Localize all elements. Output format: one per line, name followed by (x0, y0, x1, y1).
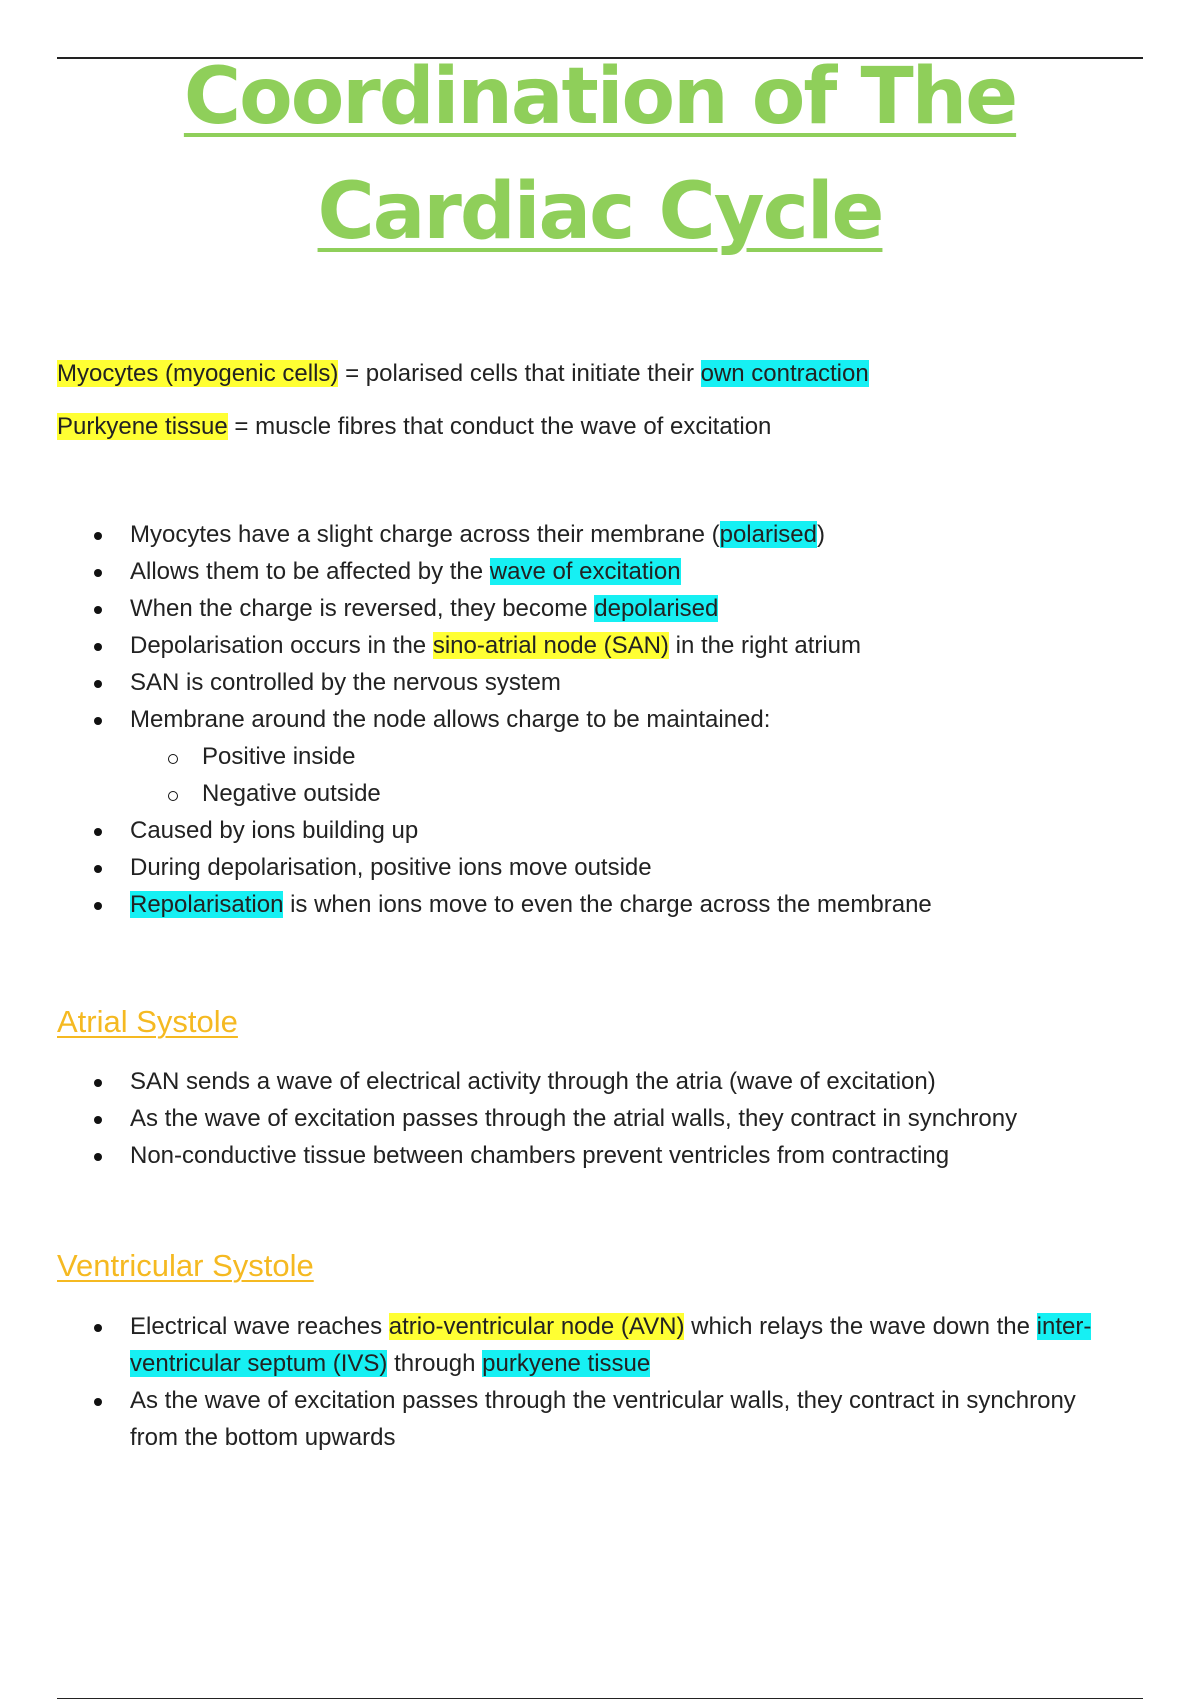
highlight: inter-ventricular septum (IVS) (130, 1313, 1092, 1377)
list-item: Caused by ions building up (57, 812, 1147, 849)
highlight: sino-atrial node (SAN) (432, 632, 669, 659)
definition-text: = polarised cells that initiate their (338, 360, 701, 387)
definition-myocytes (57, 358, 869, 390)
list-item: Depolarisation occurs in the sino-atrial node (SAN) in the right atrium (57, 627, 1147, 664)
definition-purkyene (57, 411, 771, 443)
definition-highlight: own contraction (700, 360, 869, 387)
section-heading-atrial-systole: Atrial Systole (57, 1004, 238, 1039)
definition-term: Purkyene tissue (57, 413, 228, 440)
list-item: Electrical wave reaches atrio-ventricular node (AVN) which relays the wave down the inter-ventricular septum (IVS) through purkyene tissue (57, 1308, 1117, 1382)
list-item: SAN sends a wave of electrical activity through the atria (wave of excitation) (57, 1063, 1147, 1100)
list-item: Non-conductive tissue between chambers prevent ventricles from contracting (57, 1137, 1147, 1174)
list-item: Membrane around the node allows charge to be maintained: (57, 701, 1147, 738)
highlight: polarised (719, 521, 817, 548)
highlight: depolarised (594, 595, 719, 622)
intro-bullet-list (57, 516, 1147, 923)
list-item: Allows them to be affected by the wave of excitation (57, 553, 1147, 590)
list-item: Repolarisation is when ions move to even the charge across the membrane (57, 886, 1147, 923)
atrial-bullet-list (57, 1063, 1147, 1174)
highlight: wave of excitation (489, 558, 681, 585)
sub-list-item: Negative outside (57, 775, 1147, 812)
list-item: As the wave of excitation passes through the ventricular walls, they contract in synchrony from the bottom upwards (57, 1382, 1117, 1456)
definition-text: = muscle fibres that conduct the wave of excitation (227, 413, 772, 440)
list-item: As the wave of excitation passes through the atrial walls, they contract in synchrony (57, 1100, 1147, 1137)
page-title (0, 40, 1200, 270)
title-line-1: Coordination of The (183, 52, 1017, 142)
highlight: Repolarisation (130, 891, 284, 918)
list-item: During depolarisation, positive ions move outside (57, 849, 1147, 886)
list-item: When the charge is reversed, they become depolarised (57, 590, 1147, 627)
ventricular-bullet-list (57, 1308, 1117, 1456)
definition-term: Myocytes (myogenic cells) (57, 360, 339, 387)
sub-list-item: Positive inside (57, 738, 1147, 775)
list-item: Myocytes have a slight charge across their membrane (polarised) (57, 516, 1147, 553)
highlight: purkyene tissue (482, 1350, 651, 1377)
highlight: atrio-ventricular node (AVN) (388, 1313, 685, 1340)
title-line-2: Cardiac Cycle (317, 167, 883, 257)
section-heading-ventricular-systole: Ventricular Systole (57, 1248, 314, 1283)
list-item: SAN is controlled by the nervous system (57, 664, 1147, 701)
bottom-rule (57, 1698, 1143, 1699)
